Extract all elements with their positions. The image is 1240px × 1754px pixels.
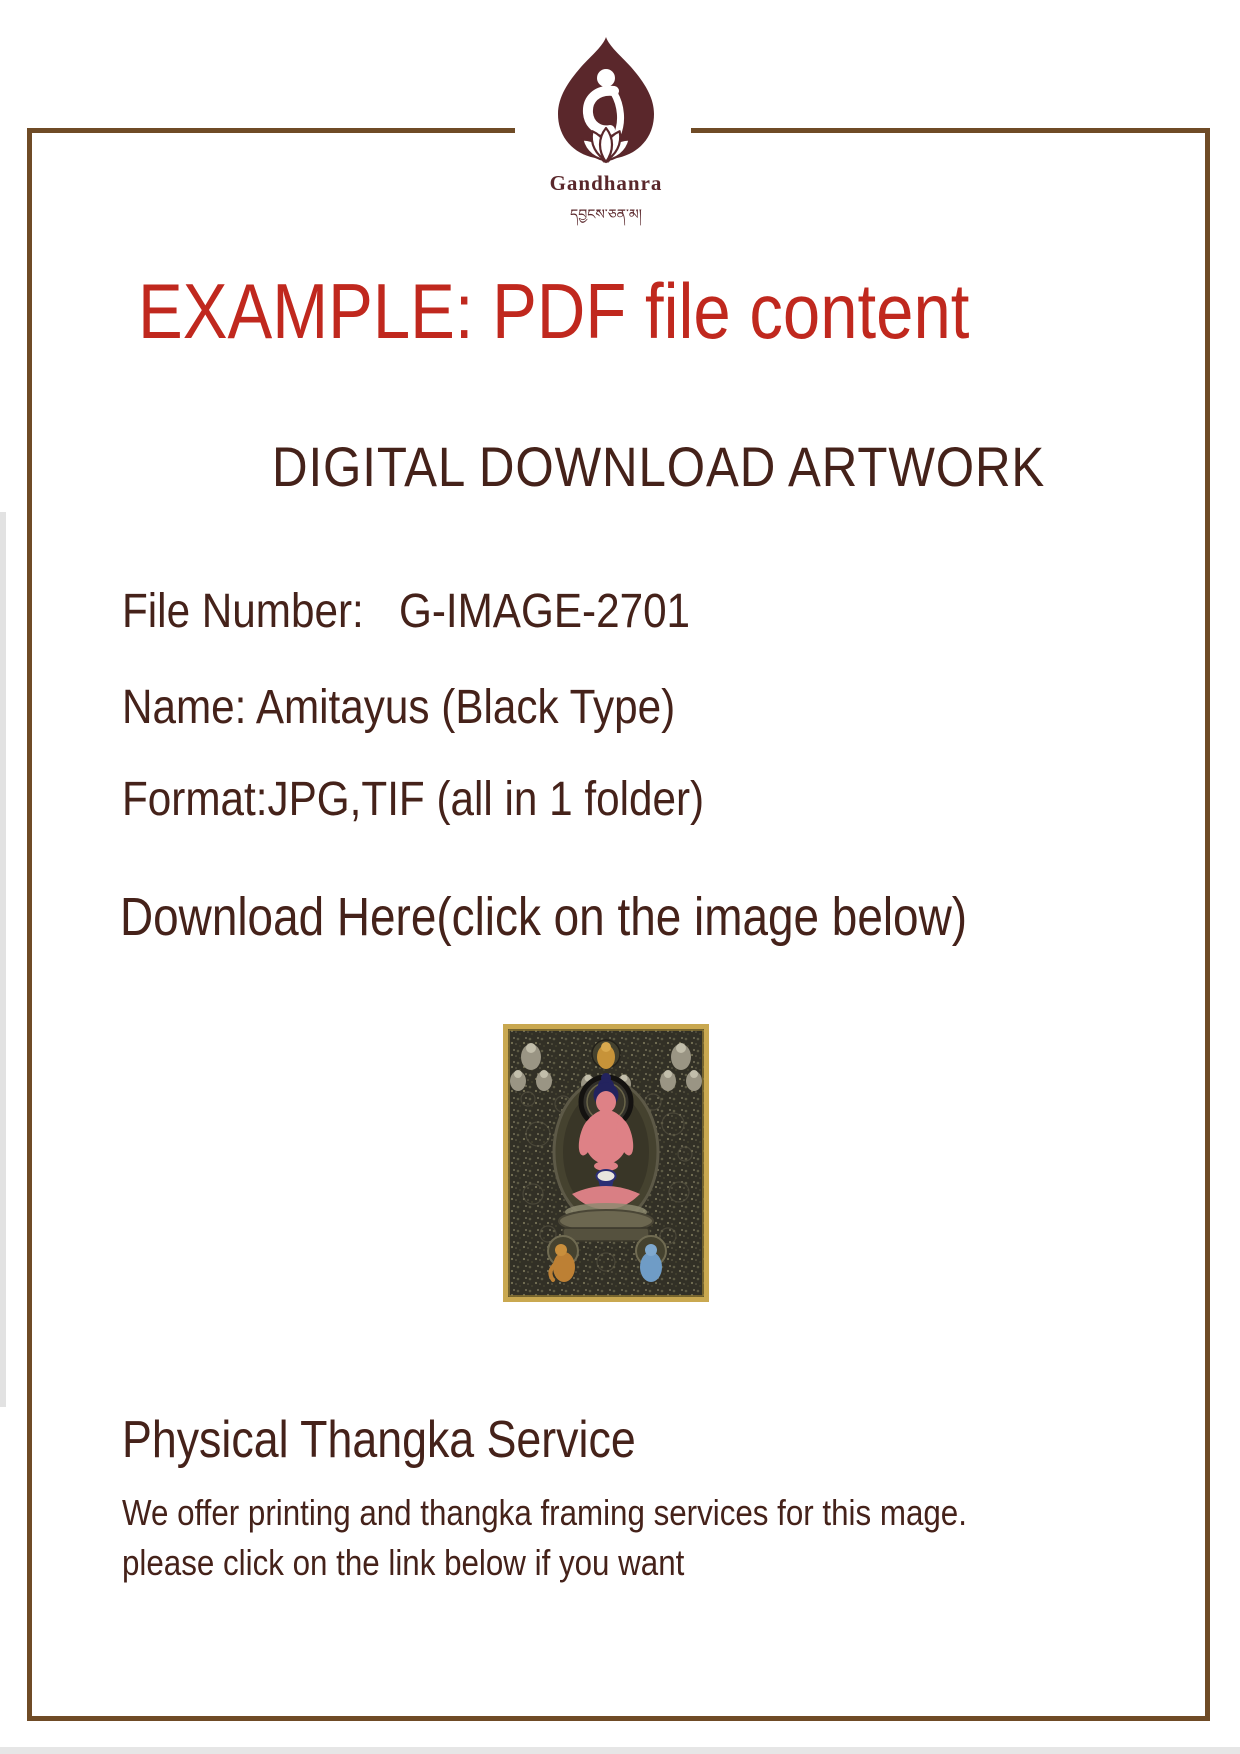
brand-name: Gandhanra bbox=[549, 171, 663, 195]
scan-edge-artifact bbox=[0, 512, 6, 1407]
service-heading: Physical Thangka Service bbox=[122, 1411, 636, 1469]
file-number-label: File Number: bbox=[122, 585, 364, 638]
thangka-artwork bbox=[503, 1024, 709, 1302]
scan-edge-artifact bbox=[0, 1747, 1240, 1754]
format-line: Format:JPG,TIF (all in 1 folder) bbox=[122, 773, 705, 826]
service-description-line2: please click on the link below if you want bbox=[122, 1542, 685, 1583]
download-heading: Download Here(click on the image below) bbox=[120, 887, 967, 947]
service-description-line1: We offer printing and thangka framing services for this mage. bbox=[122, 1492, 967, 1533]
service-description bbox=[122, 1488, 967, 1588]
artwork-name-line: Name: Amitayus (Black Type) bbox=[122, 681, 676, 734]
brand-tibetan-script: དབྱངས་ཅན་མ། bbox=[570, 206, 642, 222]
page-title: EXAMPLE: PDF file content bbox=[138, 267, 970, 355]
page-subtitle: DIGITAL DOWNLOAD ARTWORK bbox=[272, 435, 1046, 498]
download-image-link[interactable] bbox=[503, 1024, 709, 1302]
brand-logo bbox=[520, 34, 692, 238]
file-number-row bbox=[122, 584, 690, 639]
file-number-value: G-IMAGE-2701 bbox=[398, 585, 691, 638]
bodhi-leaf-lotus-icon bbox=[544, 34, 668, 170]
